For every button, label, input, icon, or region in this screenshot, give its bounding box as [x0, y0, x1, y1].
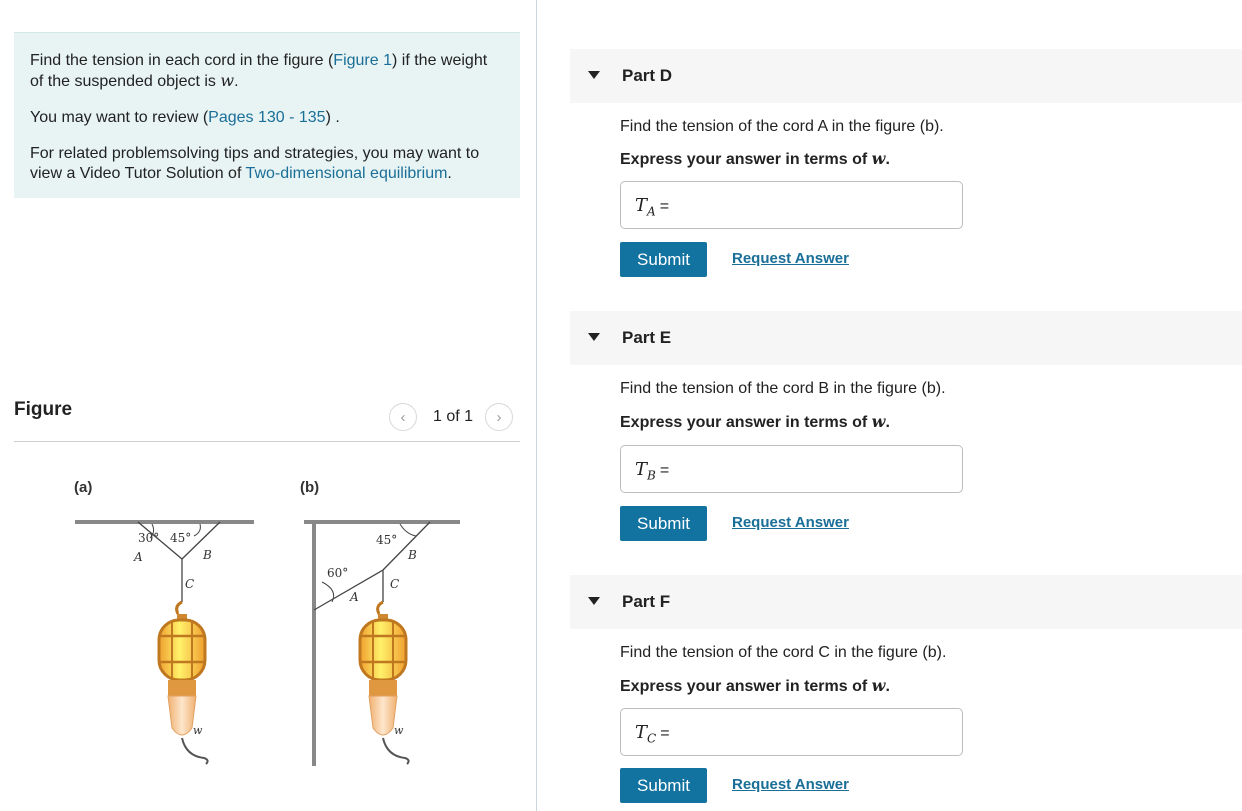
caret-down-icon: [588, 71, 600, 79]
review-text: You may want to review (Pages 130 - 135) .: [30, 109, 340, 126]
problem-text: Find the tension in each cord in the figure (Figure 1) if the weight of the suspended object is w.: [30, 52, 488, 90]
part-e-answer-label: $T_B$ =: [635, 459, 670, 483]
part-d-answer-input[interactable]: [620, 181, 963, 229]
part-e-instructions: Express your answer in terms of w.: [620, 412, 890, 431]
part-f-header[interactable]: [570, 575, 1242, 629]
part-d-question: Find the tension of the cord A in the figure (b).: [620, 118, 944, 135]
fig-a-lamp: [159, 602, 208, 764]
fig-a-cord-c-label: C: [185, 577, 195, 591]
part-d-title: Part D: [622, 66, 673, 85]
fig-a-weight-label: w: [193, 724, 203, 737]
part-f-instructions: Express your answer in terms of w.: [620, 676, 890, 695]
part-f-request-answer-link[interactable]: Request Answer: [732, 776, 849, 793]
part-e-submit-button[interactable]: Submit: [620, 506, 707, 541]
column-divider: [536, 0, 537, 811]
figure-divider: [14, 441, 520, 442]
prev-figure-button[interactable]: [389, 403, 417, 431]
fig-b-angle-arc-2: [400, 524, 416, 536]
fig-a-angle-30: 30°: [138, 531, 160, 545]
figure-link[interactable]: Figure 1: [333, 52, 392, 69]
problem-panel: [0, 0, 536, 811]
pages-link[interactable]: Pages 130 - 135: [208, 109, 326, 126]
fig-b-angle-60: 60°: [327, 566, 349, 580]
part-e-request-answer-link[interactable]: Request Answer: [732, 514, 849, 531]
fig-a-cord-b-label: B: [203, 548, 212, 562]
fig-b-angle-45: 45°: [376, 533, 398, 547]
part-f-answer-input[interactable]: [620, 708, 963, 756]
part-d-answer-label: $T_A$ =: [635, 195, 670, 219]
part-d-instructions: Express your answer in terms of w.: [620, 149, 890, 168]
problem-statement: [14, 32, 520, 198]
chevron-left-icon: ‹: [400, 408, 406, 426]
fig-a-cord-a-label: A: [134, 550, 143, 564]
part-f-submit-button[interactable]: Submit: [620, 768, 707, 803]
fig-a-angle-45: 45°: [170, 531, 192, 545]
fig-b-cord-a: [314, 570, 383, 610]
part-d-request-answer-link[interactable]: Request Answer: [732, 250, 849, 267]
fig-b-weight-label: w: [394, 724, 404, 737]
tutor-text: For related problemsolving tips and strategies, you may want to view a Video Tutor Solution of Two-dimensional equilibrium.: [30, 145, 480, 182]
part-e-header[interactable]: [570, 311, 1242, 365]
video-tutor-link[interactable]: Two-dimensional equilibrium: [245, 165, 448, 182]
next-figure-button[interactable]: [485, 403, 513, 431]
part-d-submit-button[interactable]: Submit: [620, 242, 707, 277]
figure-pager: [389, 402, 513, 432]
figure-page-count: 1 of 1: [433, 408, 474, 425]
caret-down-icon: [588, 333, 600, 341]
part-f-answer-label: $T_C$ =: [635, 722, 670, 746]
part-d-header[interactable]: [570, 49, 1242, 103]
fig-a-label: (a): [74, 479, 93, 496]
part-e-question: Find the tension of the cord B in the figure (b).: [620, 380, 946, 397]
caret-down-icon: [588, 597, 600, 605]
hanging-lamp-figure: [60, 466, 480, 776]
fig-b-cord-c-label: C: [390, 577, 400, 591]
fig-b-label: (b): [300, 479, 320, 496]
part-f-question: Find the tension of the cord C in the figure (b).: [620, 644, 947, 661]
chevron-right-icon: ›: [496, 408, 502, 426]
part-f-title: Part F: [622, 592, 671, 611]
part-e-title: Part E: [622, 328, 672, 347]
fig-b-lamp: [360, 602, 409, 764]
fig-a-angle-arc-2: [194, 524, 200, 536]
part-e-answer-input[interactable]: [620, 445, 963, 493]
figure-heading: Figure: [14, 399, 73, 420]
fig-b-cord-b-label: B: [408, 548, 417, 562]
fig-b-cord-a-label: A: [350, 590, 359, 604]
